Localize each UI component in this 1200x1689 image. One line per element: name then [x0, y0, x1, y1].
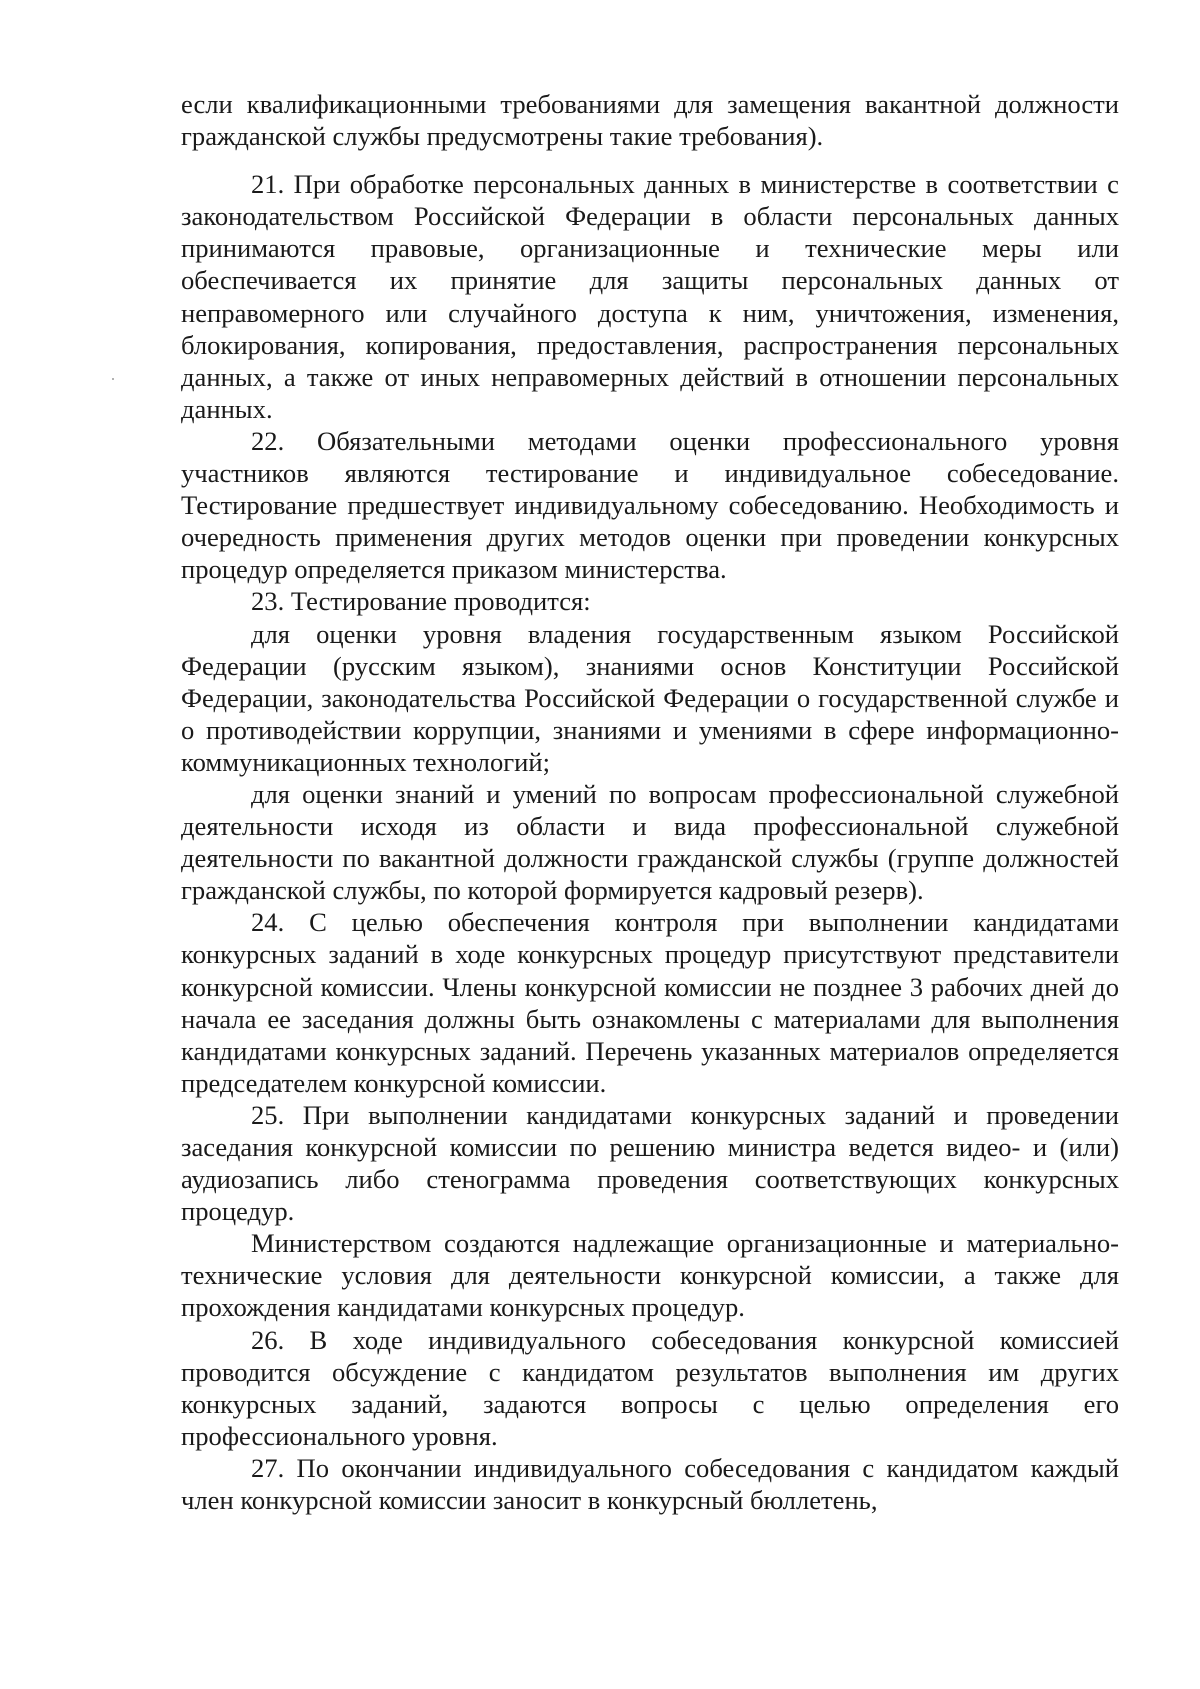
paragraph-item-27: 27. По окончании индивидуального собеседования с кандидатом каждый член конкурсной комиссии заносит в конкурсный бюллетень, — [181, 1452, 1119, 1516]
document-body — [181, 88, 1119, 1516]
paragraph-item-23: 23. Тестирование проводится: — [251, 586, 591, 617]
paragraph-continuation: если квалификационными требованиями для замещения вакантной должности гражданской службы предусмотрены такие требования). — [181, 89, 1119, 152]
paragraph-item-21: 21. При обработке персональных данных в министерстве в соответствии с законодательством Российской Федерации в области персональных данных принимаются правовые, организационные и технические меры или обеспечивается их принятие для защиты персональных данных от неправомерного или случайного доступа к ним, уничтожения, изменения, блокирования, копирования, предоставления, распространения персональных данных, а также от иных неправомерных действий в отношении персональных данных. — [181, 169, 1119, 424]
paragraph-item-25: 25. При выполнении кандидатами конкурсных заданий и проведении заседания конкурсной комиссии по решению министра ведется видео- и (или) аудиозапись либо стенограмма проведения соответствующих конкурсных процедур. — [181, 1099, 1119, 1227]
paragraph-item-25-conditions: Министерством создаются надлежащие организационные и материально-технические условия для деятельности конкурсной комиссии, а также для прохождения кандидатами конкурсных процедур. — [181, 1228, 1119, 1323]
paragraph-item-22: 22. Обязательными методами оценки профессионального уровня участников являются тестирование и индивидуальное собеседование. Тестирование предшествует индивидуальному собеседованию. Необходимость и очередность применения других методов оценки при проведении конкурсных процедур определяется приказом министерства. — [181, 425, 1119, 585]
paragraph-item-23-testing-1: для оценки уровня владения государственным языком Российской Федерации (русским языком), знаниями основ Конституции Российской Федерации, законодательства Российской Федерации о государственной службе и о противодействии коррупции, знаниями и умениями в сфере информационно-коммуникационных технологий; — [181, 618, 1119, 777]
paragraph-item-26: 26. В ходе индивидуального собеседования конкурсной комиссией проводится обсуждение с кандидатом результатов выполнения им других конкурсных заданий, задаются вопросы с целью определения его профессионального уровня. — [181, 1324, 1119, 1451]
paragraph-item-23-testing-2: для оценки знаний и умений по вопросам профессиональной служебной деятельности исходя из области и вида профессиональной служебной деятельности по вакантной должности гражданской службы (группе должностей гражданской службы, по которой формируется кадровый резерв). — [181, 778, 1119, 906]
paragraph-item-24: 24. С целью обеспечения контроля при выполнении кандидатами конкурсных заданий в ходе конкурсных процедур присутствуют представители конкурсной комиссии. Члены конкурсной комиссии не позднее 3 рабочих дней до начала ее заседания должны быть ознакомлены с материалами для выполнения кандидатами конкурсных заданий. Перечень указанных материалов определяется председателем конкурсной комиссии. — [181, 907, 1119, 1098]
scan-speck — [112, 378, 114, 380]
